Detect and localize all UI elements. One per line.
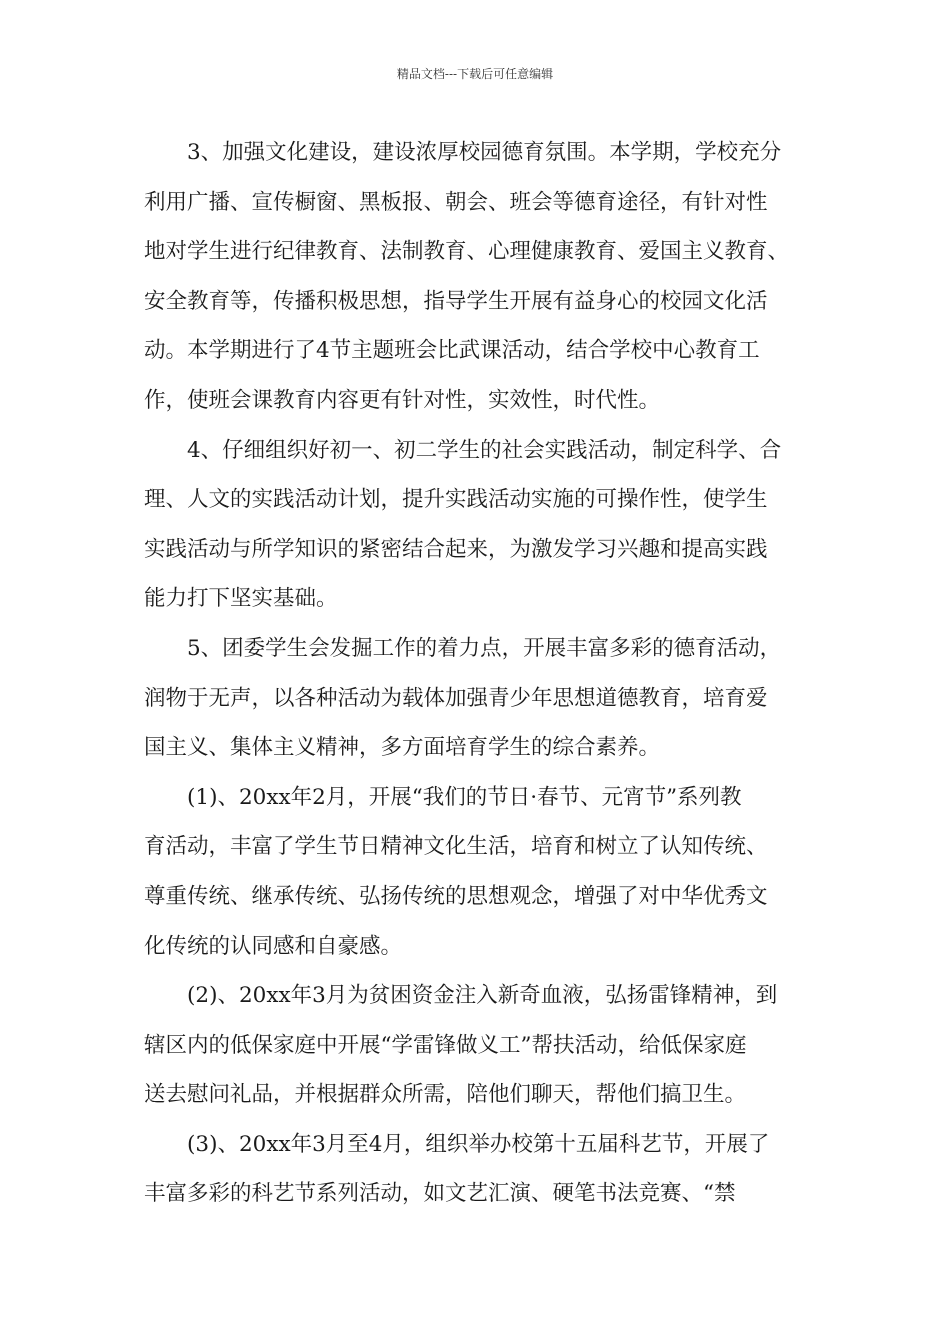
text-line: 理、人文的实践活动计划，提升实践活动实施的可操作性，使学生 — [144, 487, 768, 513]
text-line: 辖区内的低保家庭中开展“学雷锋做义工”帮扶活动，给低保家庭 — [144, 1032, 747, 1058]
text-line: 国主义、集体主义精神，多方面培育学生的综合素养。 — [144, 735, 661, 761]
text-line: (1)、20xx年2月，开展“我们的节日·春节、元宵节”系列教 — [187, 784, 742, 810]
text-line: 送去慰问礼品，并根据群众所需，陪他们聊天，帮他们搞卫生。 — [144, 1082, 747, 1108]
page-header: 精品文档---下载后可任意编辑 — [396, 67, 554, 81]
text-line: 实践活动与所学知识的紧密结合起来，为激发学习兴趣和提高实践 — [144, 536, 768, 562]
text-line: 5、团委学生会发掘工作的着力点，开展丰富多彩的德育活动， — [187, 635, 782, 661]
text-line: 动。本学期进行了4节主题班会比武课活动，结合学校中心教育工 — [144, 338, 760, 364]
text-line: 丰富多彩的科艺节系列活动，如文艺汇演、硬笔书法竞赛、“禁 — [144, 1181, 736, 1207]
text-line: 润物于无声，以各种活动为载体加强青少年思想道德教育，培育爱 — [144, 685, 768, 711]
text-line: 3、加强文化建设，建设浓厚校园德育氛围。本学期，学校充分 — [187, 140, 782, 165]
document-body — [144, 128, 816, 1219]
text-line: (2)、20xx年3月为贫困资金注入新奇血液，弘扬雷锋精神，到 — [187, 983, 778, 1009]
text-line: 育活动，丰富了学生节日精神文化生活，培育和树立了认知传统、 — [144, 834, 768, 860]
text-line: 安全教育等，传播积极思想，指导学生开展有益身心的校园文化活 — [144, 288, 768, 314]
text-line: (3)、20xx年3月至4月，组织举办校第十五届科艺节，开展了 — [187, 1131, 770, 1157]
text-line: 能力打下坚实基础。 — [144, 586, 338, 612]
text-line: 4、仔细组织好初一、初二学生的社会实践活动，制定科学、合 — [187, 437, 782, 463]
text-line: 化传统的认同感和自豪感。 — [144, 933, 403, 959]
text-line: 尊重传统、继承传统、弘扬传统的思想观念，增强了对中华优秀文 — [144, 883, 768, 909]
text-line: 利用广播、宣传橱窗、黑板报、朝会、班会等德育途径，有针对性 — [144, 189, 768, 215]
text-line: 地对学生进行纪律教育、法制教育、心理健康教育、爱国主义教育、 — [144, 239, 790, 265]
text-line: 作，使班会课教育内容更有针对性，实效性，时代性。 — [144, 387, 661, 413]
